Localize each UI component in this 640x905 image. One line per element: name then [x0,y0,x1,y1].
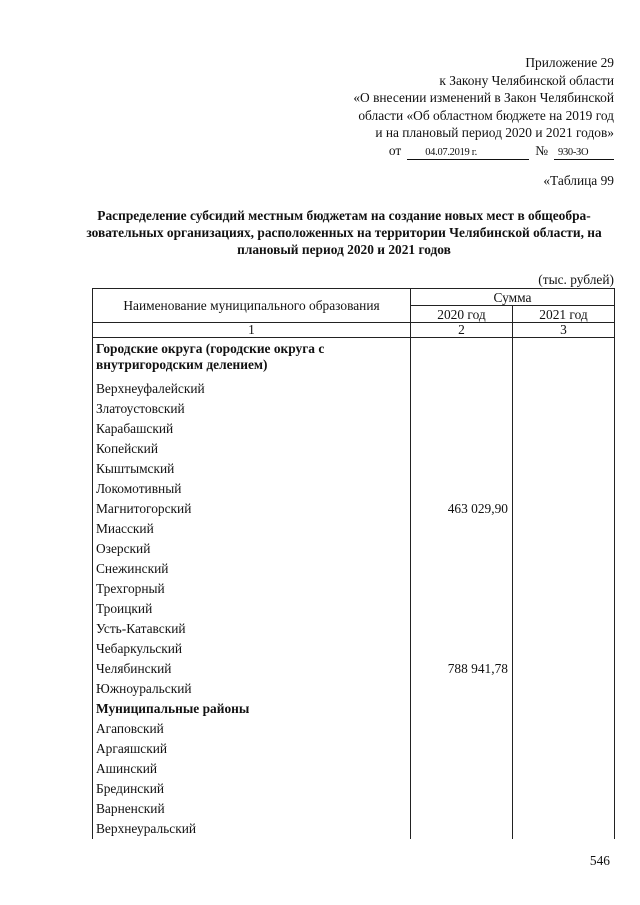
value-2020 [411,599,513,619]
municipality-name: Кыштымский [93,459,411,479]
subsidy-table [92,288,615,839]
table-row [93,699,615,719]
value-2021 [513,619,615,639]
page-number: 546 [589,853,610,868]
table-row [93,559,615,579]
date-prefix: от [388,142,402,158]
value-2020 [411,819,513,839]
header-municipality: Наименование муниципального образования [93,289,411,323]
municipality-name: Варненский [93,799,411,819]
value-2020 [411,459,513,479]
value-2020 [411,739,513,759]
municipality-name: Южноуральский [93,679,411,699]
column-number: 3 [513,323,615,338]
value-2021 [513,599,615,619]
table-row [93,679,615,699]
value-2020 [411,579,513,599]
table-row [93,419,615,439]
table-row [93,799,615,819]
table-row [93,539,615,559]
table-row [93,639,615,659]
appendix-header [294,54,614,160]
value-2021 [513,679,615,699]
value-2020 [411,779,513,799]
municipality-name: Челябинский [93,659,411,679]
value-2020 [411,639,513,659]
value-2021 [513,399,615,419]
value-2021 [513,819,615,839]
table-row [93,759,615,779]
value-2021 [513,799,615,819]
value-2020 [411,479,513,499]
value-2021 [513,699,615,719]
municipality-name: Верхнеуральский [93,819,411,839]
header-year-2021: 2021 год [513,306,615,323]
municipality-name: Карабашский [93,419,411,439]
value-2020 [411,399,513,419]
appendix-line: «О внесении изменений в Закон Челябинской [353,90,614,105]
table-row [93,619,615,639]
appendix-line: Приложение 29 [525,55,614,70]
table-row [93,459,615,479]
value-2020: 463 029,90 [411,499,513,519]
table-row [93,599,615,619]
column-number: 2 [411,323,513,338]
appendix-line: области «Об областном бюджете на 2019 год [358,107,614,123]
value-2021 [513,759,615,779]
table-row [93,439,615,459]
municipality-name: Аргаяшский [93,739,411,759]
table-row [93,338,615,380]
value-2021 [513,499,615,519]
municipality-name: Троицкий [93,599,411,619]
value-2020 [411,559,513,579]
value-2020 [411,439,513,459]
law-date: 04.07.2019 г. [407,146,529,160]
value-2020 [411,539,513,559]
municipality-name: Копейский [93,439,411,459]
value-2020 [411,799,513,819]
value-2020 [411,379,513,399]
value-2020 [411,759,513,779]
municipality-name: Локомотивный [93,479,411,499]
value-2021 [513,719,615,739]
table-row [93,399,615,419]
municipality-name: Муниципальные районы [93,699,411,719]
value-2021 [513,739,615,759]
number-prefix: № [535,142,548,158]
municipality-name: Озерский [93,539,411,559]
value-2020: 788 941,78 [411,659,513,679]
value-2021 [513,639,615,659]
value-2021 [513,379,615,399]
value-2020 [411,699,513,719]
table-row [93,819,615,839]
value-2021 [513,779,615,799]
value-2021 [513,338,615,380]
value-2020 [411,719,513,739]
value-2020 [411,338,513,380]
value-2021 [513,519,615,539]
units-label: (тыс. рублей) [538,272,614,287]
value-2021 [513,459,615,479]
value-2021 [513,659,615,679]
municipality-name: Агаповский [93,719,411,739]
municipality-name: Верхнеуфалейский [93,379,411,399]
column-number: 1 [93,323,411,338]
value-2021 [513,559,615,579]
table-row [93,659,615,679]
municipality-name: Трехгорный [93,579,411,599]
document-title: Распределение субсидий местным бюджетам на создание новых мест в общеобра-зовательных организациях, расположенных на территории Челябинской области, на плановый период 2020 и 2021 годов [86,208,602,257]
appendix-line: и на плановый период 2020 и 2021 годов» [375,125,614,140]
municipality-name: Магнитогорский [93,499,411,519]
appendix-line: к Закону Челябинской области [439,72,614,88]
municipality-name: Городские округа (городские округа с внутригородским делением) [93,338,411,380]
value-2021 [513,539,615,559]
table-row [93,379,615,399]
municipality-name: Брединский [93,779,411,799]
value-2021 [513,439,615,459]
value-2020 [411,679,513,699]
municipality-name: Снежинский [93,559,411,579]
value-2021 [513,579,615,599]
municipality-name: Златоустовский [93,399,411,419]
value-2020 [411,619,513,639]
table-row [93,519,615,539]
header-year-2020: 2020 год [411,306,513,323]
table-reference: «Таблица 99 [543,173,614,188]
law-date-number-line [294,142,614,160]
table-row [93,479,615,499]
value-2021 [513,479,615,499]
value-2020 [411,519,513,539]
header-sum: Сумма [411,289,615,306]
municipality-name: Усть-Катавский [93,619,411,639]
table-row [93,499,615,519]
value-2020 [411,419,513,439]
table-body [93,338,615,840]
municipality-name: Ашинский [93,759,411,779]
municipality-name: Чебаркульский [93,639,411,659]
table-row [93,719,615,739]
value-2021 [513,419,615,439]
table-row [93,779,615,799]
table-row [93,739,615,759]
table-row [93,579,615,599]
municipality-name: Миасский [93,519,411,539]
law-number: 930-ЗО [554,146,614,160]
